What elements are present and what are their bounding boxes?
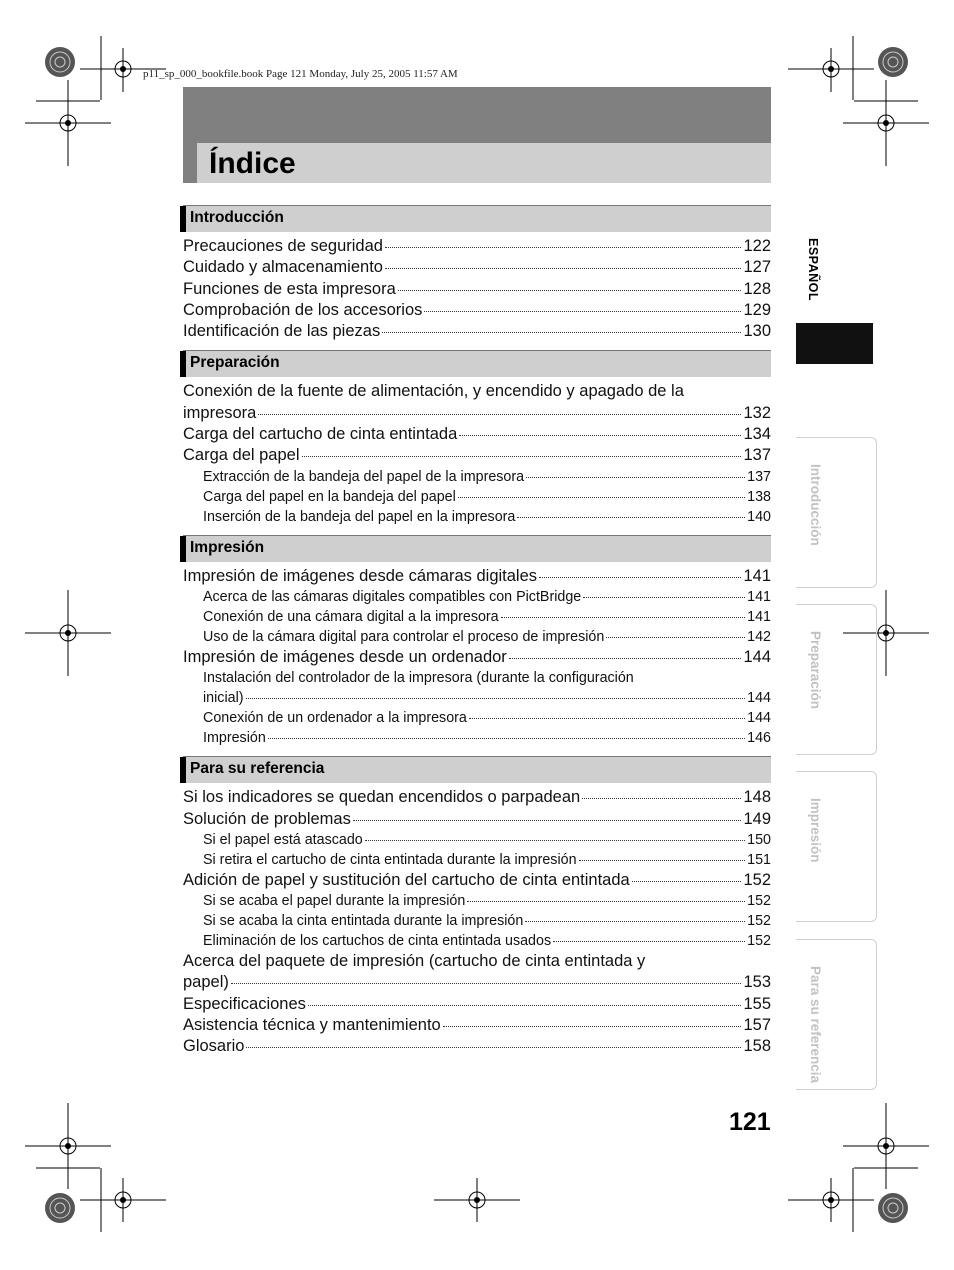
dot-leader	[458, 497, 745, 498]
toc-entry-text: Uso de la cámara digital para controlar el proceso de impresión	[203, 628, 605, 645]
toc-entry-page: 142	[747, 628, 771, 645]
dot-leader	[632, 881, 742, 882]
toc-entry-page: 148	[743, 788, 771, 807]
toc-entry-text: Carga del papel	[183, 446, 300, 465]
toc-entry-page: 122	[743, 237, 771, 255]
side-tab-preparacion[interactable]	[796, 604, 877, 755]
dot-leader	[525, 921, 745, 922]
toc-entry[interactable]	[183, 257, 771, 278]
toc-entry[interactable]	[183, 787, 771, 808]
toc-entry[interactable]	[183, 279, 771, 300]
toc-entry-text: Comprobación de los accesorios	[183, 300, 423, 319]
toc-subentry[interactable]	[183, 708, 771, 728]
side-tab-label: Para su referencia	[808, 966, 823, 1084]
toc-entry-page: 144	[743, 647, 771, 666]
toc-subentry[interactable]	[183, 487, 771, 507]
toc-entry-text: Carga del papel en la bandeja del papel	[203, 488, 456, 505]
side-tab-label: Introducción	[808, 464, 823, 546]
language-marker	[796, 323, 873, 364]
toc-entry-page: 152	[743, 870, 771, 889]
toc-entry[interactable]	[183, 994, 771, 1015]
toc-entry-page: 129	[743, 300, 771, 319]
dot-leader	[501, 617, 746, 618]
side-tab-label: Preparación	[808, 631, 823, 710]
side-tab-label: Impresión	[808, 798, 823, 863]
toc-entry[interactable]	[183, 321, 771, 342]
toc-entry-page: 152	[747, 893, 771, 910]
toc-entry-text: Especificaciones	[183, 994, 306, 1013]
toc-entry-page: 157	[743, 1016, 771, 1035]
toc-entry-text: Funciones de esta impresora	[183, 279, 396, 298]
toc-entry-text: Acerca de las cámaras digitales compatibles con PictBridge	[203, 588, 582, 605]
section-title: Introducción	[190, 209, 284, 226]
toc-entry-text: Si se acaba la cinta entintada durante la impresión	[203, 913, 524, 930]
side-tab-impresion[interactable]	[796, 771, 877, 922]
section-title: Impresión	[190, 538, 265, 556]
title-band	[183, 143, 771, 183]
dot-leader	[539, 577, 741, 578]
toc-entry[interactable]	[183, 403, 771, 424]
toc-entry-page: 149	[743, 809, 771, 828]
toc-entry[interactable]	[183, 445, 771, 466]
dot-leader	[509, 658, 742, 659]
toc-entry-line: Conexión de la fuente de alimentación, y encendido y apagado de la	[183, 382, 684, 401]
toc-entry-text: Si los indicadores se quedan encendidos o parpadean	[183, 788, 581, 807]
toc-entry[interactable]	[183, 566, 771, 587]
toc-entry-page: 137	[747, 468, 771, 485]
dot-leader	[385, 247, 742, 248]
dot-leader	[398, 290, 742, 291]
toc-entry-text: Precauciones de seguridad	[183, 237, 383, 255]
toc-entry-text: Conexión de una cámara digital a la impresora	[203, 608, 499, 625]
toc-entry[interactable]	[183, 647, 771, 668]
toc-entry-text: Solución de problemas	[183, 809, 351, 828]
toc-entry-page: 151	[747, 851, 771, 868]
title-mark	[183, 143, 197, 183]
toc-entry-page: 155	[743, 994, 771, 1013]
toc-entry-page: 141	[743, 566, 771, 585]
section-marker	[180, 536, 186, 562]
section-title: Preparación	[190, 354, 280, 372]
section-header	[183, 350, 771, 377]
toc-entry[interactable]	[183, 809, 771, 830]
toc-entry-line: Instalación del controlador de la impresora (durante la configuración	[203, 670, 634, 687]
section-entries	[183, 232, 771, 350]
toc-subentry[interactable]	[183, 688, 771, 708]
dot-leader	[443, 1026, 742, 1027]
dot-leader	[606, 637, 745, 638]
table-of-contents	[183, 205, 771, 1066]
toc-entry-text: Si retira el cartucho de cinta entintada durante la impresión	[203, 851, 577, 868]
toc-entry-text: Conexión de un ordenador a la impresora	[203, 710, 467, 727]
toc-entry-page: 144	[747, 710, 771, 727]
toc-entry[interactable]	[183, 1015, 771, 1036]
dot-leader	[579, 860, 746, 861]
toc-entry[interactable]	[183, 870, 771, 891]
section-marker	[180, 206, 186, 232]
dot-leader	[308, 1005, 742, 1006]
toc-entry[interactable]	[183, 300, 771, 321]
section-marker	[180, 351, 186, 377]
toc-entry[interactable]	[183, 972, 771, 993]
toc-entry-page: 141	[747, 588, 771, 605]
toc-entry-text: papel)	[183, 973, 229, 992]
dot-leader	[353, 820, 742, 821]
dot-leader	[268, 738, 745, 739]
toc-entry-page: 152	[747, 933, 771, 950]
dot-leader	[582, 798, 741, 799]
toc-entry-text: Asistencia técnica y mantenimiento	[183, 1016, 441, 1035]
dot-leader	[231, 983, 742, 984]
toc-entry-page: 146	[747, 730, 771, 747]
toc-entry-text: Inserción de la bandeja del papel en la impresora	[203, 508, 516, 525]
section-header	[183, 535, 771, 562]
toc-entry-page: 153	[743, 973, 771, 992]
toc-entry-page: 141	[747, 608, 771, 625]
toc-entry-text: Glosario	[183, 1037, 245, 1056]
toc-entry[interactable]	[183, 236, 771, 257]
dot-leader	[258, 414, 741, 415]
toc-subentry[interactable]	[183, 507, 771, 527]
title-band-top	[183, 87, 771, 143]
dot-leader	[424, 311, 741, 312]
toc-entry[interactable]	[183, 1036, 771, 1057]
side-tab-para-su-referencia[interactable]	[796, 939, 877, 1090]
dot-leader	[459, 435, 741, 436]
dot-leader	[469, 718, 745, 719]
toc-entry-text: Adición de papel y sustitución del cartucho de cinta entintada	[183, 870, 630, 889]
toc-entry-text: impresora	[183, 403, 257, 422]
toc-entry-text: Impresión de imágenes desde cámaras digitales	[183, 566, 538, 585]
dot-leader	[467, 901, 745, 902]
dot-leader	[365, 840, 745, 841]
toc-entry-page: 130	[743, 322, 771, 341]
toc-entry-text: Impresión de imágenes desde un ordenador	[183, 647, 507, 666]
toc-subentry[interactable]	[183, 728, 771, 748]
toc-entry-page: 134	[743, 425, 771, 444]
toc-entry-text: Si se acaba el papel durante la impresión	[203, 893, 466, 910]
toc-entry-text: Impresión	[203, 730, 266, 747]
toc-entry-page: 158	[743, 1037, 771, 1056]
toc-entry-page: 137	[743, 446, 771, 465]
toc-entry-page: 132	[743, 403, 771, 422]
toc-entry-page: 128	[743, 279, 771, 298]
section-entries	[183, 562, 771, 757]
section-entries	[183, 783, 771, 1065]
page-number: 121	[729, 1108, 771, 1136]
toc-subentry[interactable]	[183, 891, 771, 911]
dot-leader	[246, 1047, 741, 1048]
toc-entry-text: Eliminación de los cartuchos de cinta entintada usados	[203, 933, 552, 950]
section-header	[183, 205, 771, 232]
section-marker	[180, 757, 186, 783]
section-entries	[183, 377, 771, 534]
toc-entry-page: 144	[747, 690, 771, 707]
toc-subentry[interactable]	[183, 850, 771, 870]
dot-leader	[526, 477, 745, 478]
page-title: Índice	[209, 147, 296, 180]
dot-leader	[246, 698, 746, 699]
dot-leader	[517, 517, 745, 518]
dot-leader	[385, 268, 742, 269]
dot-leader	[553, 941, 745, 942]
language-label	[806, 238, 832, 318]
toc-subentry[interactable]	[183, 627, 771, 647]
toc-subentry[interactable]	[183, 931, 771, 951]
toc-entry-text: Identificación de las piezas	[183, 322, 381, 341]
section-title: Para su referencia	[190, 760, 325, 778]
toc-entry[interactable]	[183, 424, 771, 445]
toc-subentry[interactable]	[183, 467, 771, 487]
toc-entry-page: 150	[747, 831, 771, 848]
side-tab-introduccion[interactable]	[796, 437, 877, 588]
dot-leader	[302, 456, 742, 457]
toc-entry-text: inicial)	[203, 690, 244, 707]
section-header	[183, 756, 771, 783]
toc-entry-page: 138	[747, 488, 771, 505]
toc-subentry[interactable]	[183, 911, 771, 931]
toc-entry-text: Cuidado y almacenamiento	[183, 258, 383, 277]
toc-entry-line: Acerca del paquete de impresión (cartucho de cinta entintada y	[183, 952, 646, 971]
toc-entry-text: Carga del cartucho de cinta entintada	[183, 425, 458, 444]
dot-leader	[382, 332, 741, 333]
toc-entry-page: 152	[747, 913, 771, 930]
dot-leader	[583, 597, 745, 598]
file-header: p11_sp_000_bookfile.book Page 121 Monday, July 25, 2005 11:57 AM	[143, 68, 458, 80]
toc-entry-page: 140	[747, 508, 771, 525]
toc-subentry[interactable]	[183, 587, 771, 607]
toc-entry-text: Si el papel está atascado	[203, 831, 363, 848]
toc-entry-text: Extracción de la bandeja del papel de la impresora	[203, 468, 525, 485]
language-text: ESPAÑOL	[806, 238, 820, 301]
toc-subentry[interactable]	[183, 607, 771, 627]
toc-entry-page: 127	[743, 258, 771, 277]
toc-subentry[interactable]	[183, 830, 771, 850]
